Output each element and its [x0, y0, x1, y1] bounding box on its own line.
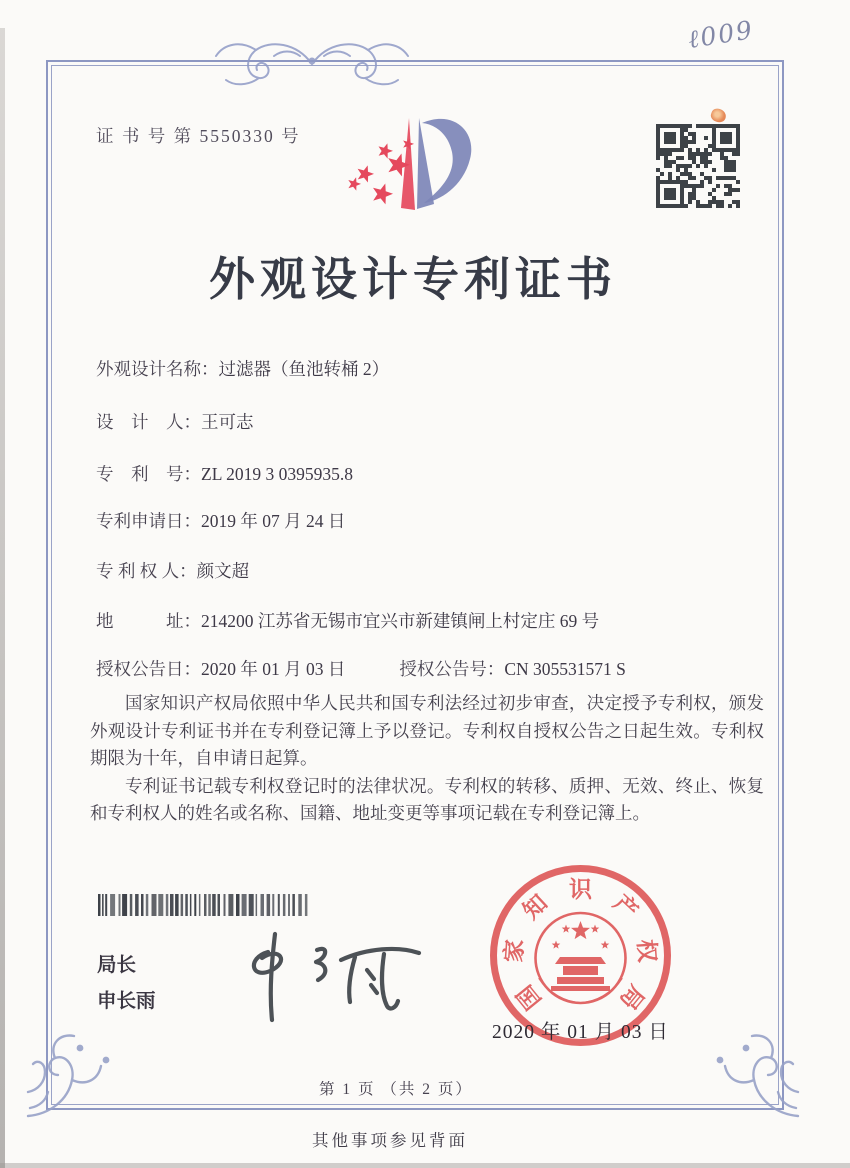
- cnipa-logo-icon: [338, 108, 478, 232]
- page-indicator: 第 1 页 （共 2 页）: [319, 1081, 473, 1098]
- svg-text:家: 家: [501, 938, 528, 964]
- handwritten-note: ℓ009: [686, 15, 756, 55]
- field-patent-number: 专 利 号：ZL 2019 3 0395935.8: [96, 464, 353, 484]
- field-address: 地 址：214200 江苏省无锡市宜兴市新建镇闸上村定庄 69 号: [96, 611, 600, 631]
- seal-date: 2020 年 01 月 03 日: [492, 1022, 669, 1043]
- field-grant-date-and-number: 授权公告日：2020 年 01 月 03 日 授权公告号：CN 305531571 S: [96, 659, 626, 679]
- officer-role: 局长: [97, 955, 137, 976]
- field-patentee: 专 利 权 人：颜文超: [96, 561, 250, 581]
- qr-code: [656, 124, 740, 208]
- legal-paragraph-2: 专利证书记载专利权登记时的法律状况。专利权的转移、质押、无效、终止、恢复和专利权人的姓名或名称、国籍、地址变更等事项记载在专利登记簿上。: [90, 775, 764, 823]
- officer-name: 申长雨: [97, 991, 156, 1012]
- field-design-name: 外观设计名称：过滤器（鱼池转桶 2）: [96, 359, 390, 379]
- certificate-title: 外观设计专利证书: [209, 254, 617, 305]
- barcode: [97, 894, 311, 916]
- svg-text:权: 权: [633, 938, 660, 964]
- scan-edge-bottom: [0, 1163, 850, 1168]
- svg-text:产: 产: [608, 890, 643, 925]
- legal-text: [90, 690, 764, 828]
- signature-shen-changyu: [222, 928, 437, 1028]
- svg-text:知: 知: [518, 890, 553, 925]
- back-note: 其他事项参见背面: [312, 1131, 468, 1150]
- svg-text:识: 识: [569, 876, 592, 902]
- scan-edge-left: [0, 28, 5, 1168]
- field-application-date: 专利申请日：2019 年 07 月 24 日: [96, 511, 346, 531]
- certificate-number: 证 书 号 第 5550330 号: [96, 126, 301, 146]
- svg-text:局: 局: [615, 980, 649, 1014]
- legal-paragraph-1: 国家知识产权局依照中华人民共和国专利法经过初步审查，决定授予专利权，颁发外观设计专利证书并在专利登记簿上予以登记。专利权自授权公告之日起生效。专利权期限为十年，自申请日起算。: [90, 693, 764, 768]
- svg-text:国: 国: [512, 980, 546, 1014]
- field-designer: 设 计 人：王可志: [96, 412, 254, 432]
- officer-block: [97, 948, 156, 1020]
